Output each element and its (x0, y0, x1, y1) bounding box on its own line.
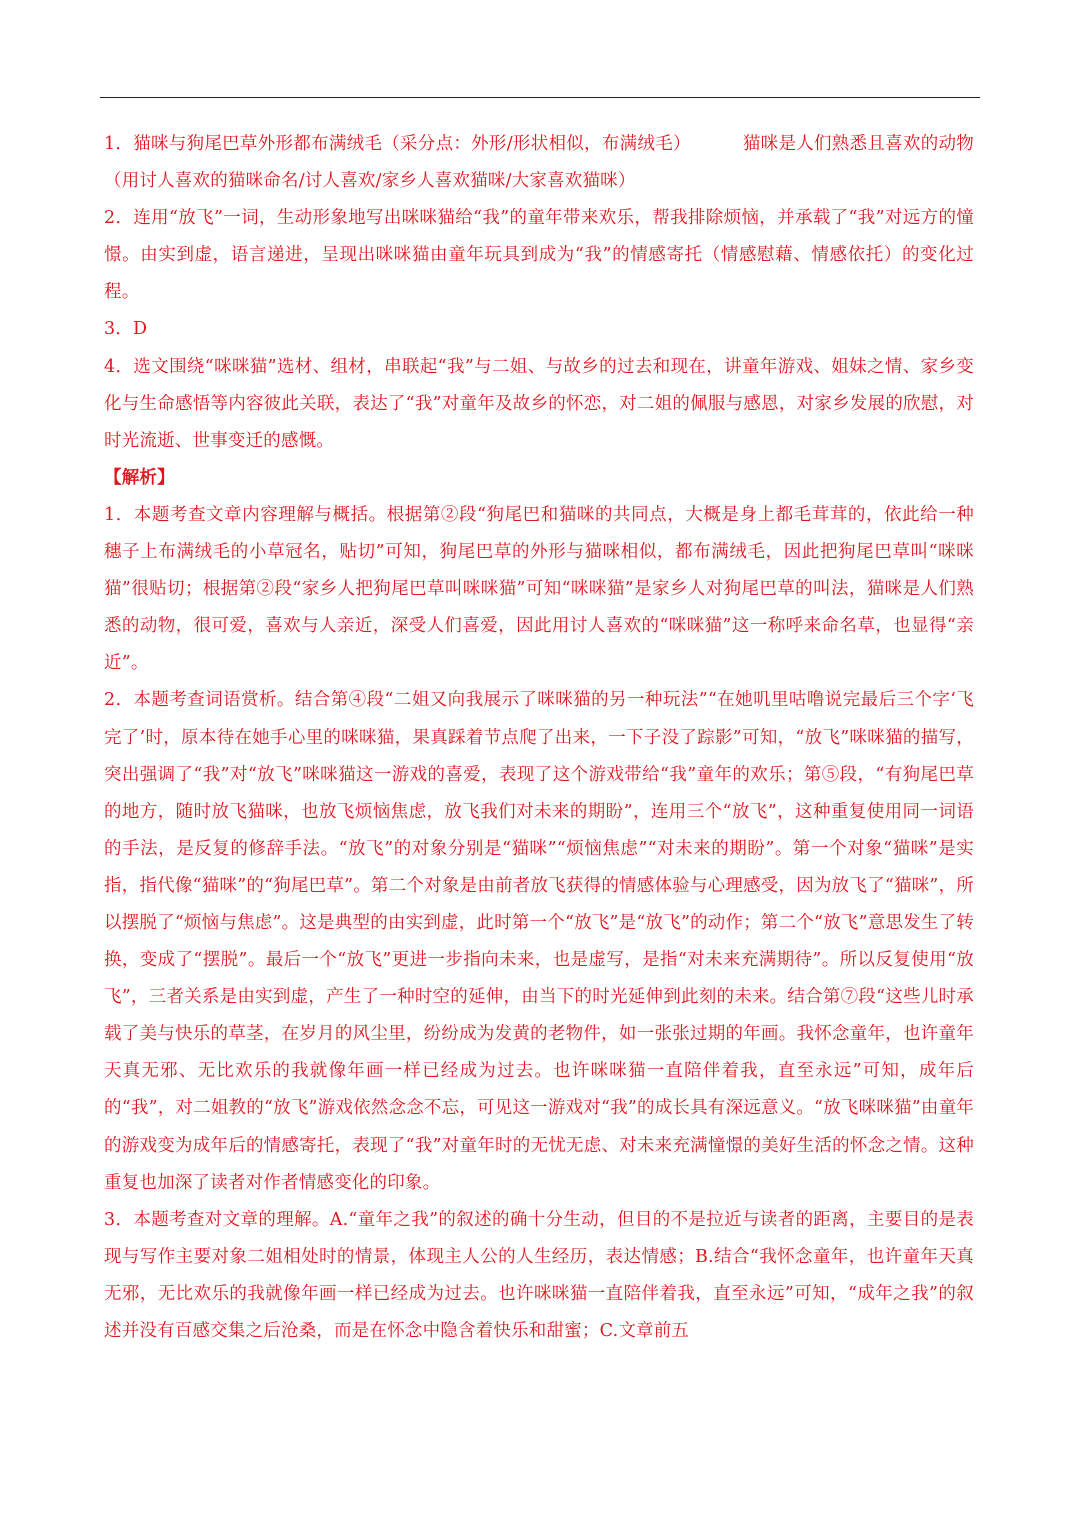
answer-item-2: 2．连用“放飞”一词，生动形象地写出咪咪猫给“我”的童年带来欢乐，帮我排除烦恼，并承载了“我”对远方的憧憬。由实到虚，语言递进，呈现出咪咪猫由童年玩具到成为“我”的情感寄托（情感慰藉、情感依托）的变化过程。 (104, 208, 974, 303)
header-rule (100, 97, 980, 98)
answer-1-text: 1．猫咪与狗尾巴草外形都布满绒毛（采分点：外形/形状相似，布满绒毛） (104, 134, 691, 154)
answer-item-4: 4．选文围绕“咪咪猫”选材、组材，串联起“我”与二姐、与故乡的过去和现在，讲童年游戏、姐妹之情、家乡变化与生命感悟等内容彼此关联，表达了“我”对童年及故乡的怀恋，对二姐的佩服与感恩，对家乡发展的欣慰，对时光流逝、世事变迁的感慨。 (104, 356, 974, 451)
answer-item-3: 3．D (104, 319, 148, 340)
answer-content (104, 126, 974, 1350)
analysis-item-3: 3．本题考查对文章的理解。A.“童年之我”的叙述的确十分生动，但目的不是拉近与读者的距离，主要目的是表现与写作主要对象二姐相处时的情景，体现主人公的人生经历，表达情感；B.结合“我怀念童年，也许童年天真无邪，无比欢乐的我就像年画一样已经成为过去。也许咪咪猫一直陪伴着我，直至永远”可知，“成年之我”的叙述并没有百感交集之后沧桑，而是在怀念中隐含着快乐和甜蜜；C.文章前五 (104, 1209, 974, 1341)
answer-1-text-2: 猫咪是人们熟悉且喜欢的动物（用讨人喜欢的猫咪命名/讨人喜欢/家乡人喜欢猫咪/大家喜欢猫咪） (104, 134, 975, 192)
analysis-item-2: 2．本题考查词语赏析。结合第④段“二姐又向我展示了咪咪猫的另一种玩法”“在她叽里咕噜说完最后三个字‘飞完了’时，原本待在她手心里的咪咪猫，果真踩着节点爬了出来，一下子没了踪影”可知，“放飞”咪咪猫的描写，突出强调了“我”对“放飞”咪咪猫这一游戏的喜爱，表现了这个游戏带给“我”童年的欢乐；第⑤段，“有狗尾巴草的地方，随时放飞猫咪，也放飞烦恼焦虑，放飞我们对未来的期盼”，连用三个“放飞”，这种重复使用同一词语的手法，是反复的修辞手法。“放飞”的对象分别是“猫咪”“烦恼焦虑”“对未来的期盼”。第一个对象“猫咪”是实指，指代像“猫咪”的“狗尾巴草”。第二个对象是由前者放飞获得的情感体验与心理感受，因为放飞了“猫咪”，所以摆脱了“烦恼与焦虑”。这是典型的由实到虚，此时第一个“放飞”是“放飞”的动作；第二个“放飞”意思发生了转换，变成了“摆脱”。最后一个“放飞”更进一步指向未来，也是虚写，是指“对未来充满期待”。所以反复使用“放飞”，三者关系是由实到虚，产生了一种时空的延伸，由当下的时光延伸到此刻的未来。结合第⑦段“这些儿时承载了美与快乐的草茎，在岁月的风尘里，纷纷成为发黄的老物件，如一张张过期的年画。我怀念童年，也许童年天真无邪、无比欢乐的我就像年画一样已经成为过去。也许咪咪猫一直陪伴着我，直至永远”可知，成年后的“我”，对二姐教的“放飞”游戏依然念念不忘，可见这一游戏对“我”的成长具有深远意义。“放飞咪咪猫”由童年的游戏变为成年后的情感寄托，表现了“我”对童年时的无忧无虑、对未来充满憧憬的美好生活的怀念之情。这种重复也加深了读者对作者情感变化的印象。 (104, 690, 974, 1193)
answer-item-1 (104, 126, 974, 200)
analysis-item-1: 1．本题考查文章内容理解与概括。根据第②段“狗尾巴和猫咪的共同点，大概是身上都毛茸茸的，依此给一种穗子上布满绒毛的小草冠名，贴切”可知，狗尾巴草的外形与猫咪相似，都布满绒毛，因此把狗尾巴草叫“咪咪猫”很贴切；根据第②段“家乡人把狗尾巴草叫咪咪猫”可知“咪咪猫”是家乡人对狗尾巴草的叫法，猫咪是人们熟悉的动物，很可爱，喜欢与人亲近，深受人们喜爱，因此用讨人喜欢的“咪咪猫”这一称呼来命名草，也显得“亲近”。 (104, 504, 974, 674)
analysis-heading: 【解析】 (104, 467, 175, 488)
